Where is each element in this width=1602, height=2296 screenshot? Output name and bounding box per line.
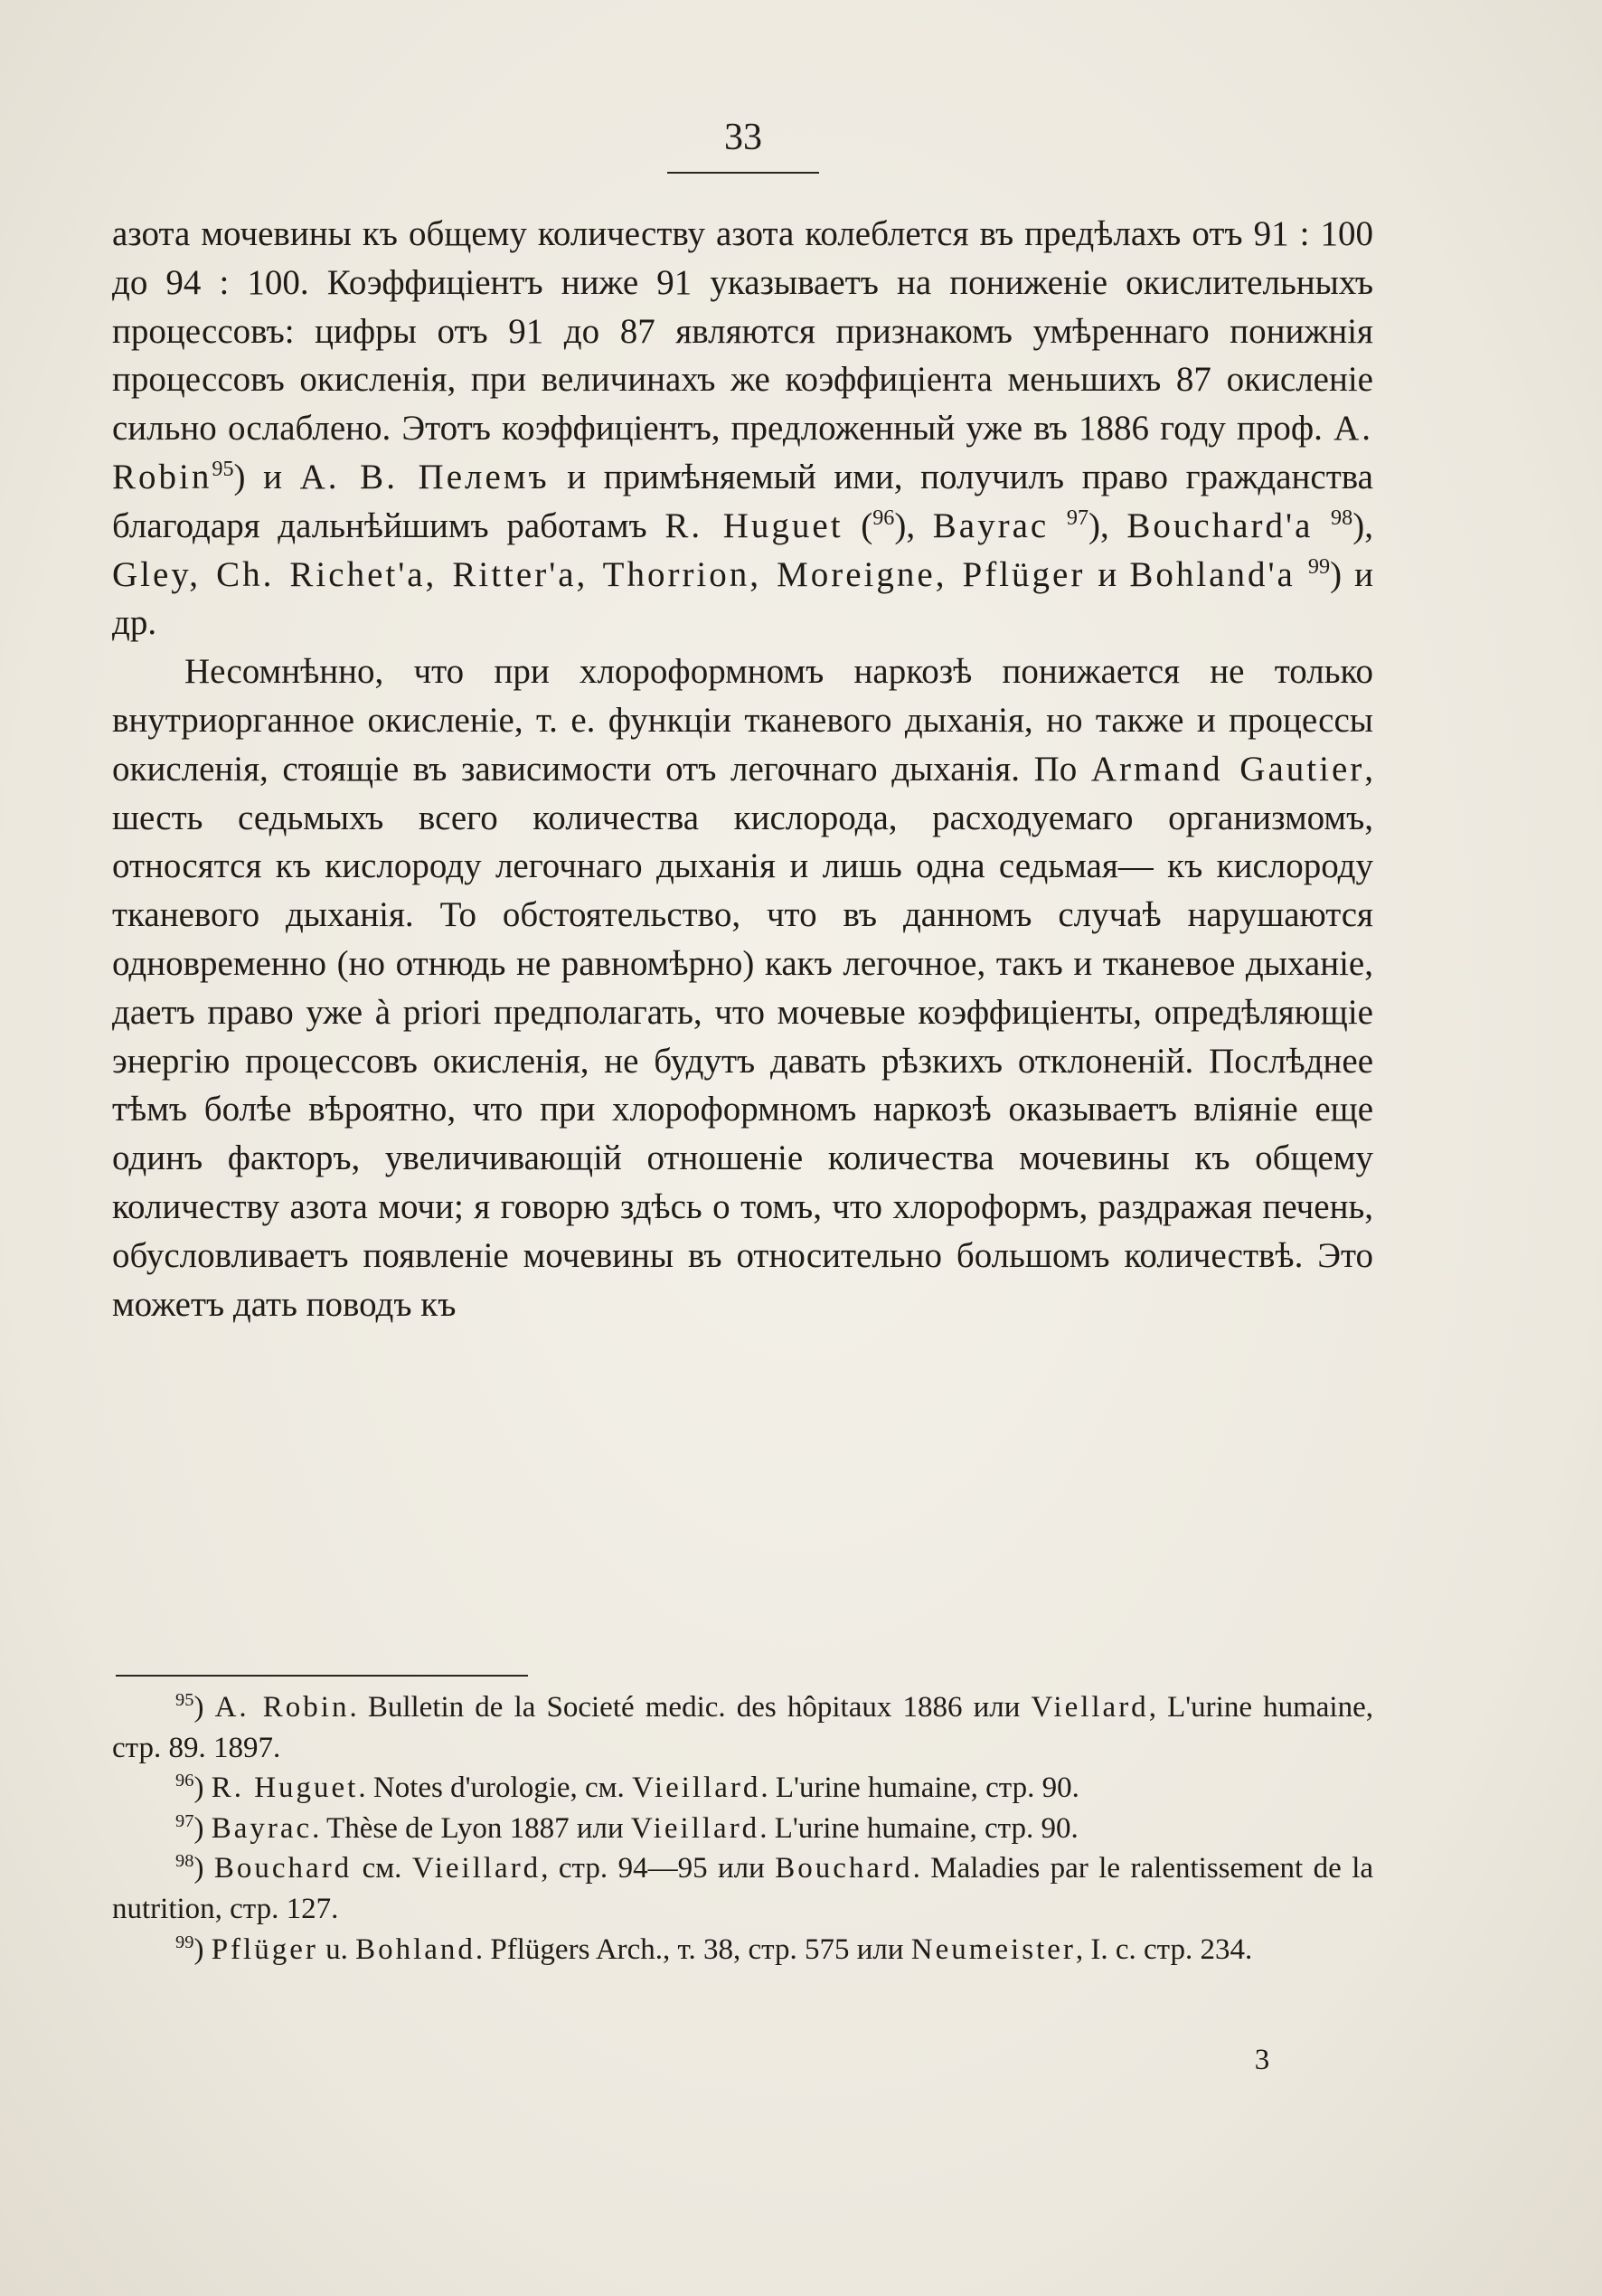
- author-name: Vieillard: [411, 1852, 542, 1885]
- text-run: . Bulletin de la Societé medic. des hôpitaux 1886 или: [349, 1691, 1032, 1724]
- footnote-ref: 97: [1066, 505, 1089, 530]
- author-name: R. Huguet: [211, 1772, 359, 1805]
- footnote-ref: 97: [175, 1810, 194, 1831]
- text-run: [1296, 555, 1308, 594]
- author-name: Gley, Ch. Richet'a, Ritter'a, Thorrion, Moreigne, Pflüger: [112, 554, 1086, 594]
- text-run: , I. c. стр. 234.: [1075, 1932, 1253, 1966]
- text-run: ),: [894, 505, 933, 545]
- text-run: ),: [1088, 505, 1127, 545]
- paragraph-2: [112, 647, 1373, 1328]
- footnote-ref: 96: [872, 505, 895, 530]
- text-run: и примѣняемый ими, получилъ право гражданства благодаря дальнѣйшимъ работамъ: [112, 457, 1373, 545]
- text-run: ) и др.: [112, 554, 1374, 643]
- footnote-97: [112, 1809, 1373, 1849]
- text-run: ): [193, 1852, 214, 1885]
- text-run: см.: [352, 1852, 412, 1885]
- text-run: , шесть седьмыхъ всего количества кислорода, расходуемаго организмомъ, относятся къ кислороду легочнаго дыханія и лишь одна седьмая— къ кислороду тканевого дыханія. То обстоятельство, что въ данномъ случаѣ нарушаются одновременно (но отнюдь не равномѣрно) какъ легочное, такъ и тканевое дыханіе, даетъ право уже à priori предполагать, что мочевые коэффиціенты, опредѣляющіе энергію процессовъ окисленія, не будутъ давать рѣзкихъ отклоненій. Послѣднее тѣмъ болѣе вѣроятно, что при хлороформномъ наркозѣ оказываетъ вліяніе еще одинъ факторъ, увеличивающій отношеніе количества мочевины къ общему количеству азота мочи; я говорю здѣсь о томъ, что хлороформъ, раздражая печень, обусловливаетъ появленіе мочевины въ относительно большомъ количествѣ. Это можетъ дать поводъ къ: [112, 749, 1373, 1324]
- author-name: Bouchard'a: [1126, 505, 1314, 545]
- author-name: R. Huguet: [664, 505, 843, 545]
- text-run: . L'urine humaine, стр. 90.: [760, 1772, 1079, 1805]
- text-run: [1313, 506, 1331, 545]
- page-number-rule: [667, 172, 819, 174]
- author-name: Armand Gautier: [1090, 749, 1365, 789]
- author-name: Neumeister: [910, 1932, 1076, 1966]
- text-run: . Notes d'urologie, см.: [358, 1772, 633, 1805]
- text-run: и: [1085, 554, 1130, 594]
- footnote-ref: 98: [175, 1851, 194, 1872]
- author-name: Bayrac: [211, 1811, 313, 1845]
- author-name: Vieillard: [632, 1772, 761, 1805]
- text-run: ) и: [233, 457, 300, 496]
- author-name: A. Robin: [214, 1691, 350, 1724]
- page-number: 33: [724, 117, 762, 158]
- text-run: ): [193, 1772, 212, 1805]
- footnote-95: [112, 1687, 1373, 1768]
- text-run: , стр. 94—95 или: [541, 1852, 776, 1885]
- footnote-98: [112, 1848, 1373, 1929]
- signature-mark: 3: [1254, 2044, 1270, 2076]
- author-name: А. В. Пелемъ: [299, 457, 550, 496]
- author-name: Bohland: [355, 1932, 476, 1966]
- footnote-96: [112, 1768, 1373, 1809]
- text-run: ),: [1352, 505, 1373, 545]
- text-run: азота мочевины къ общему количеству азота колеблется въ предѣлахъ отъ 91 : 100 до 94 : 100. Коэффиціентъ ниже 91 указываетъ на пониженіе окислительныхъ процессовъ: цифры отъ 91 до 87 являются признакомъ умѣреннаго понижнія процессовъ окисленія, при величинахъ же коэффиціента меньшихъ 87 окисленіе сильно ослаблено. Этотъ коэффиціентъ, предложенный уже въ 1886 году проф.: [112, 214, 1373, 449]
- footnote-ref: 99: [1307, 553, 1331, 579]
- footnote-ref: 95: [212, 456, 234, 481]
- footnote-ref: 96: [175, 1771, 194, 1791]
- text-run: . Maladies par le ralentissement de la nutrition, стр. 127.: [112, 1852, 1374, 1925]
- text-run: (: [843, 505, 873, 545]
- footnotes: [112, 1687, 1373, 1970]
- footnote-99: [112, 1930, 1373, 1970]
- footnote-ref: 98: [1331, 505, 1353, 530]
- text-run: . Pflügers Arch., т. 38, стр. 575 или: [475, 1932, 911, 1966]
- author-name: Bouchard: [213, 1852, 353, 1885]
- footnote-ref: 99: [175, 1932, 194, 1952]
- main-text: [112, 210, 1373, 1328]
- author-name: Bohland'a: [1129, 554, 1296, 594]
- author-name: Bayrac: [932, 505, 1050, 545]
- author-name: Vieillard: [630, 1811, 760, 1845]
- text-run: . L'urine humaine, стр. 90.: [759, 1811, 1079, 1845]
- text-run: Несомнѣнно, что при хлороформномъ наркозѣ понижается не только внутриорганное окисленіе, т. е. функціи тканевого дыханія, но также и процессы окисленія, стоящіе въ зависимости отъ легочнаго дыханія. По: [112, 652, 1373, 789]
- footnote-separator: [116, 1675, 528, 1677]
- text-run: , L'urine humaine, стр. 89. 1897.: [112, 1691, 1373, 1764]
- footnote-ref: 95: [175, 1690, 194, 1710]
- paragraph-1: [112, 210, 1373, 647]
- text-run: ): [193, 1811, 212, 1845]
- text-run: ): [193, 1691, 215, 1724]
- author-name: Pflüger: [211, 1932, 318, 1966]
- author-name: Viellard: [1031, 1691, 1149, 1724]
- author-name: Bouchard: [775, 1852, 913, 1885]
- text-run: ): [193, 1932, 212, 1966]
- author-name: A. Robin: [112, 409, 1373, 496]
- text-run: u.: [317, 1932, 356, 1966]
- text-run: . Thèse de Lyon 1887 или: [312, 1811, 631, 1845]
- text-run: [1049, 506, 1067, 545]
